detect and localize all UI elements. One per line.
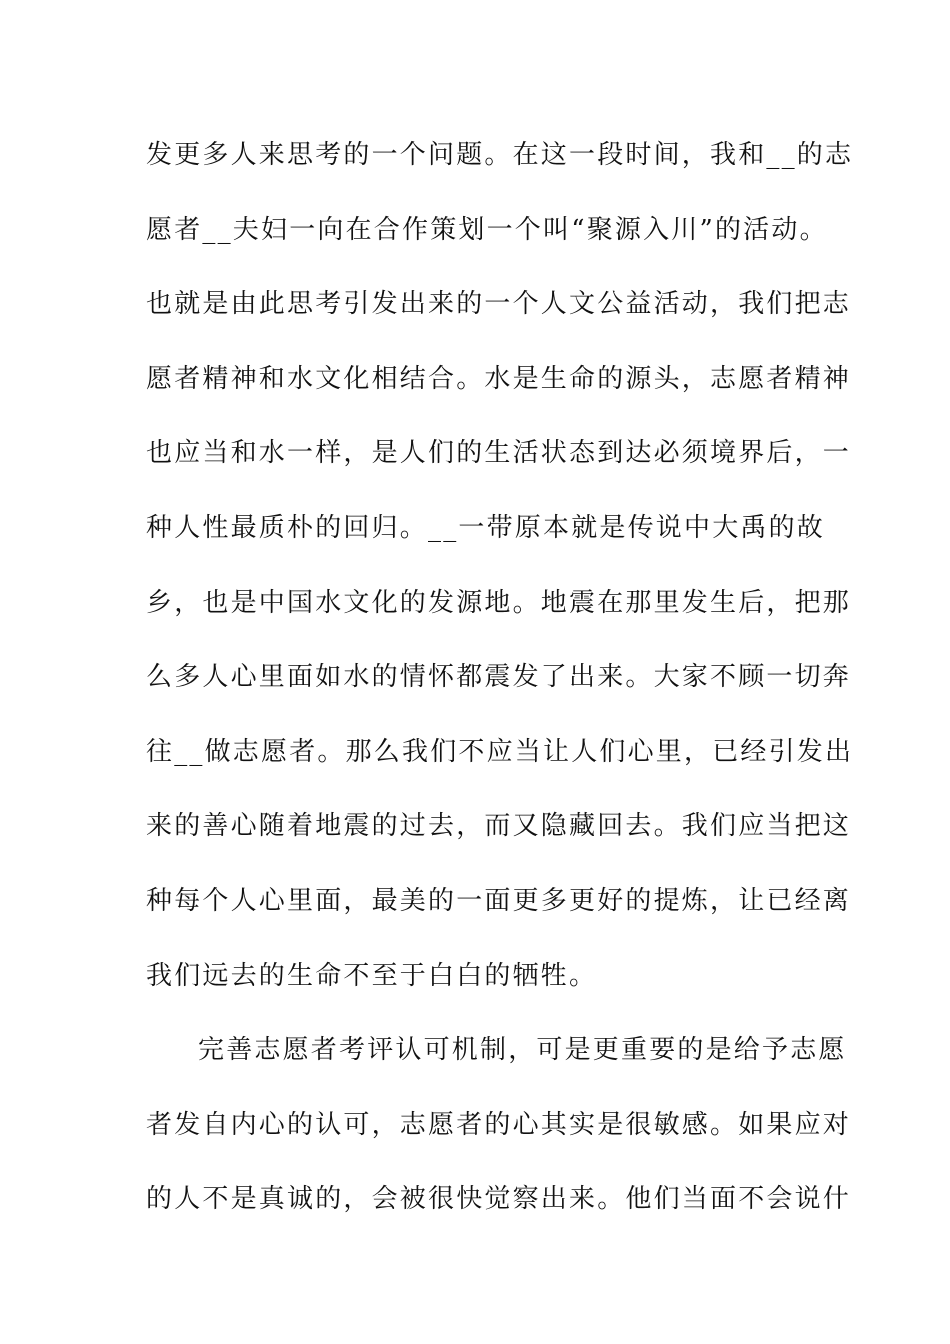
text-line: 来的善心随着地震的过去，而又隐藏回去。我们应当把这 bbox=[146, 811, 852, 842]
text-line: 愿者精神和水文化相结合。水是生命的源头，志愿者精神 bbox=[146, 363, 852, 394]
body-text bbox=[146, 131, 854, 1250]
text-line: 也就是由此思考引发出来的一个人文公益活动，我们把志 bbox=[146, 289, 852, 320]
text-line: 种每个人心里面，最美的一面更多更好的提炼，让已经离 bbox=[146, 885, 852, 916]
paragraph-start-line: 完善志愿者考评认可机制，可是更重要的是给予志愿 bbox=[198, 1035, 847, 1066]
text-line: 也应当和水一样，是人们的生活状态到达必须境界后，一 bbox=[146, 438, 852, 469]
text-line: 种人性最质朴的回归。__一带原本就是传说中大禹的故 bbox=[146, 512, 826, 543]
text-line: 愿者__夫妇一向在合作策划一个叫“聚源入川”的活动。 bbox=[146, 214, 828, 245]
text-line: 我们远去的生命不至于白白的牺牲。 bbox=[146, 960, 598, 991]
text-line: 者发自内心的认可，志愿者的心其实是很敏感。如果应对 bbox=[146, 1109, 852, 1140]
text-line: 往__做志愿者。那么我们不应当让人们心里，已经引发出 bbox=[146, 736, 854, 767]
text-line: 发更多人来思考的一个问题。在这一段时间，我和__的志 bbox=[146, 140, 854, 170]
text-line: 么多人心里面如水的情怀都震发了出来。大家不顾一切奔 bbox=[146, 662, 852, 693]
text-line: 的人不是真诚的，会被很快觉察出来。他们当面不会说什 bbox=[146, 1184, 852, 1215]
text-line: 乡，也是中国水文化的发源地。地震在那里发生后，把那 bbox=[146, 587, 852, 618]
